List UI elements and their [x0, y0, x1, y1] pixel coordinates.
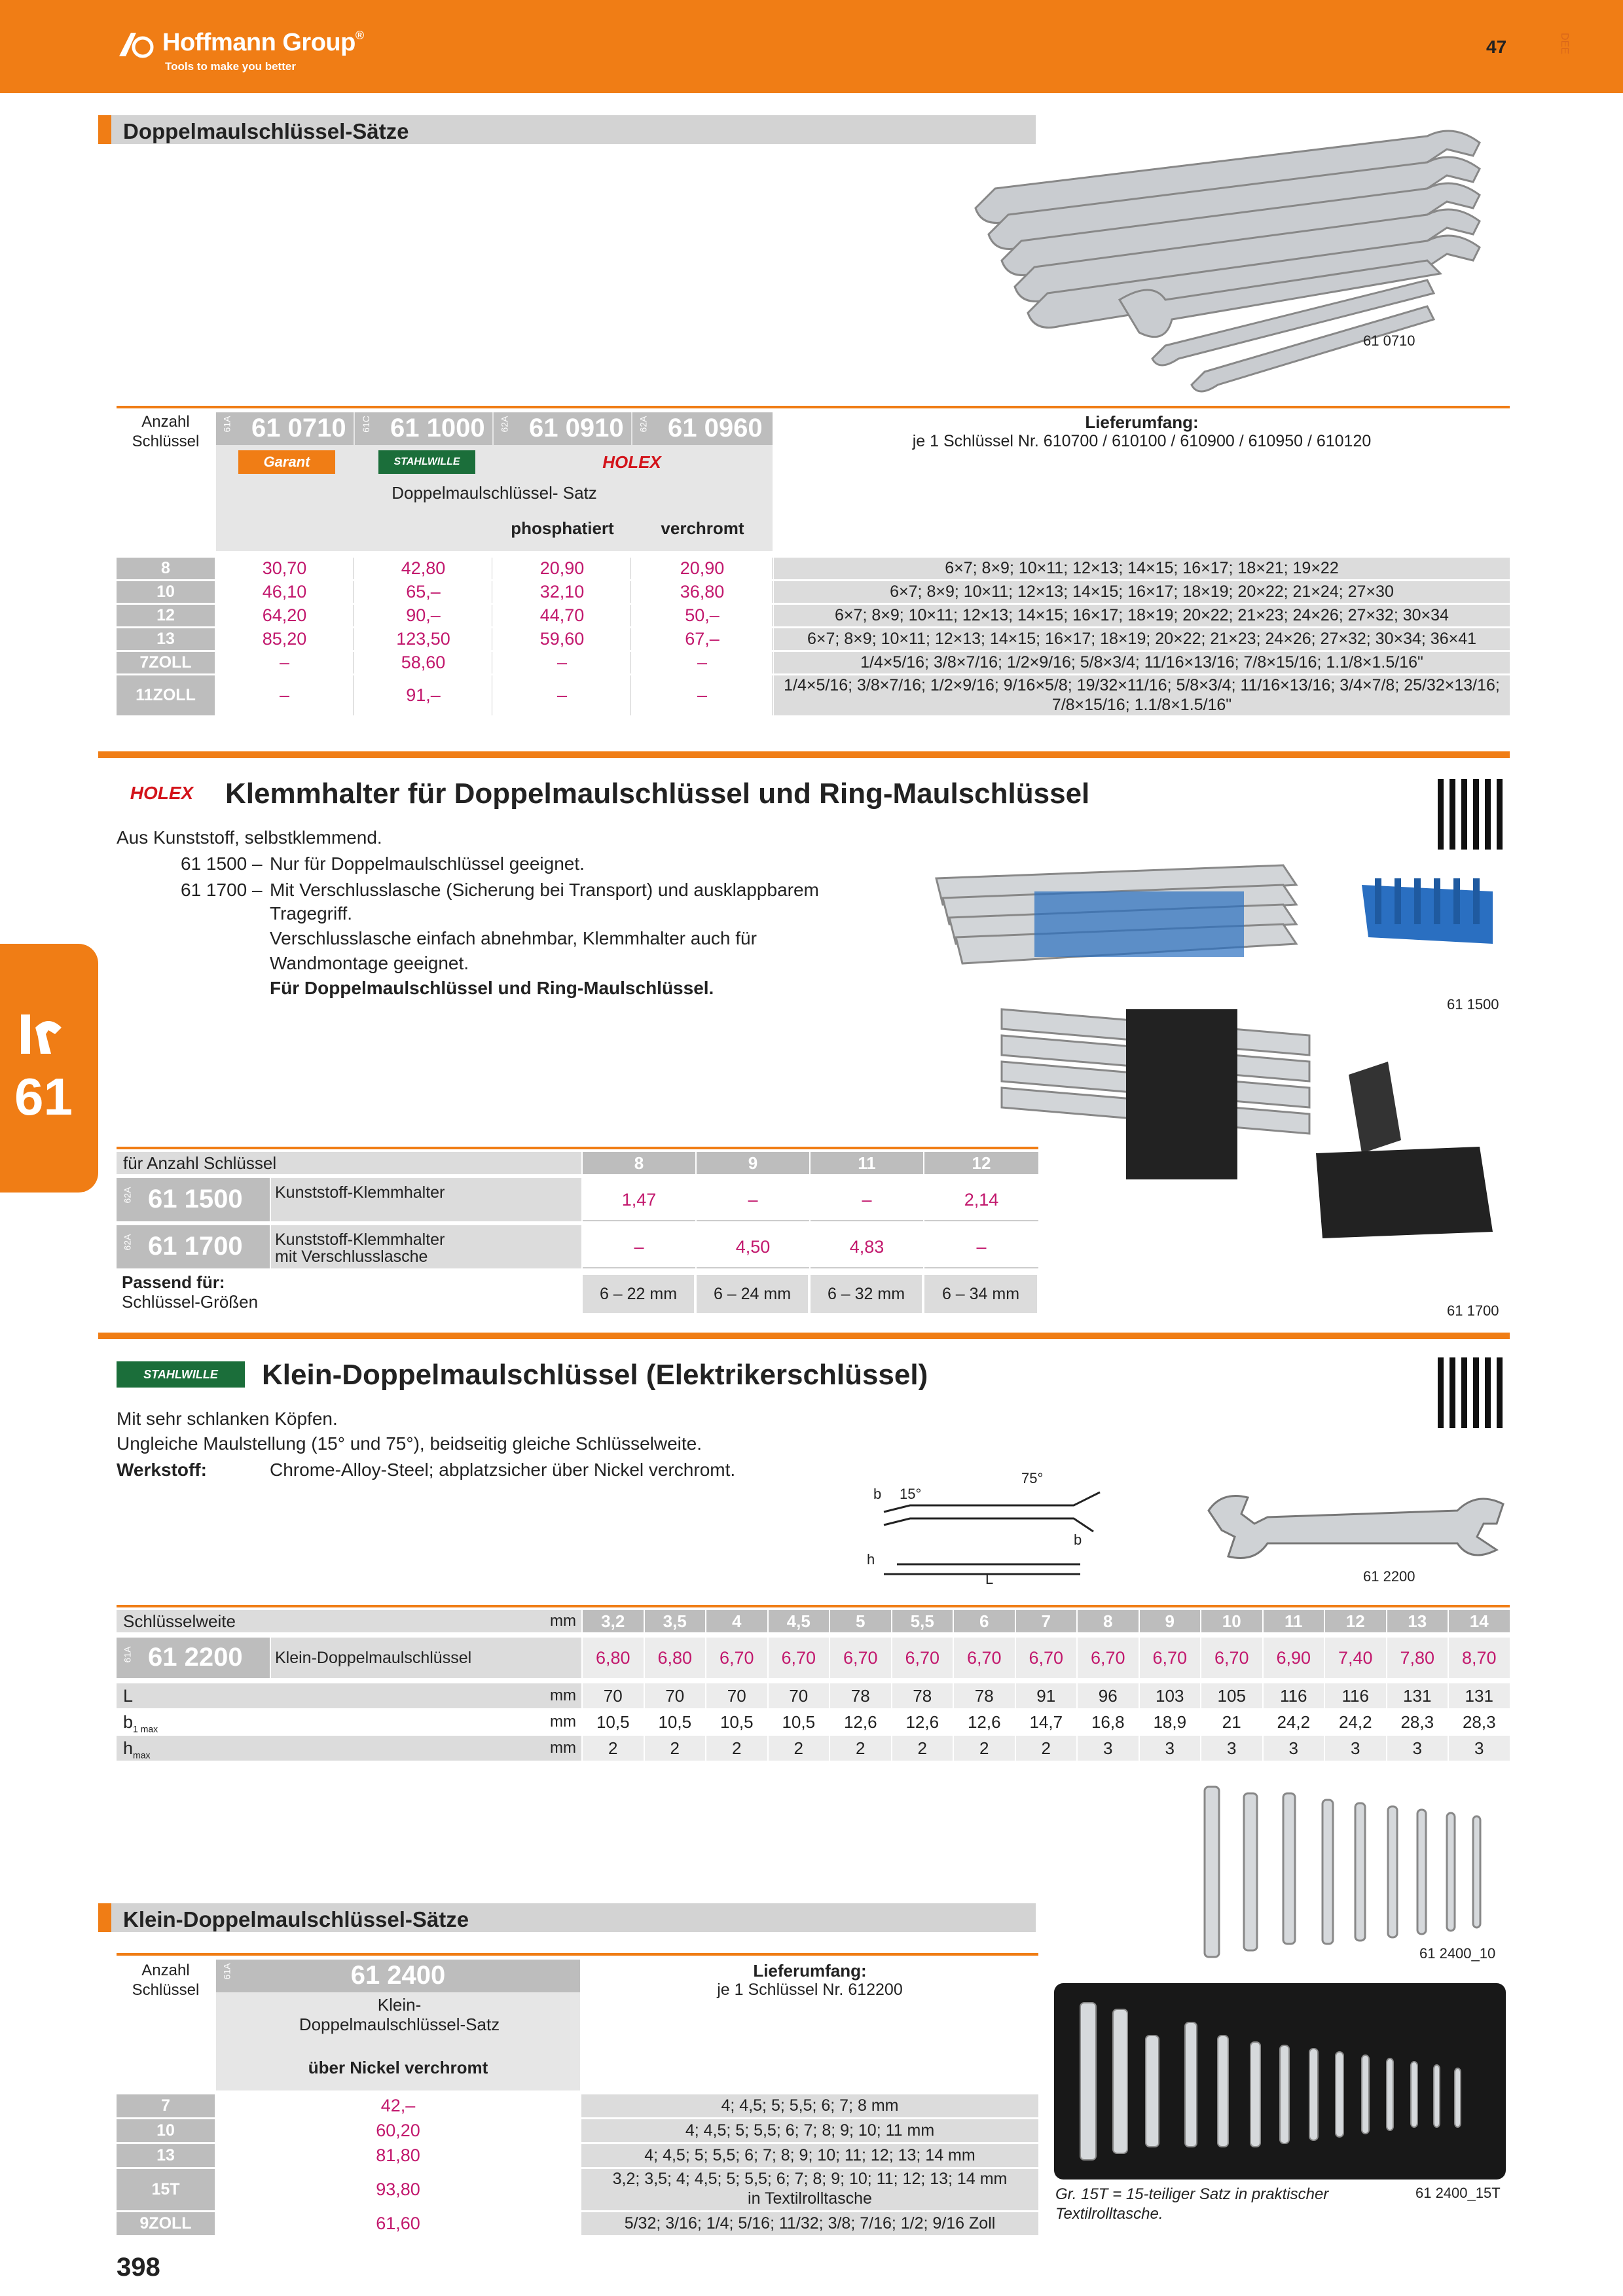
holex-brand-logo: HOLEX: [130, 783, 194, 803]
price-cell: –: [583, 1225, 695, 1268]
section-description: Aus Kunststoff, selbstklemmend.: [117, 827, 382, 848]
delivery-title: Lieferumfang:: [753, 1961, 867, 1981]
price-cell: 7,80: [1387, 1638, 1448, 1678]
price-cell: 1,47: [583, 1178, 695, 1221]
row-qty: 11ZOLL: [117, 675, 215, 715]
dim-value: 70: [645, 1683, 706, 1708]
size-header: 10: [1201, 1610, 1262, 1632]
delivery-title: Lieferumfang:: [1085, 412, 1199, 432]
price-cell: 6,90: [1264, 1638, 1324, 1678]
size-header: 3,5: [645, 1610, 706, 1632]
fit-label: Passend für:: [122, 1272, 225, 1292]
stahlwille-logo: STAHLWILLE: [378, 450, 475, 474]
dim-value: 2: [892, 1736, 953, 1761]
sizes-cell: [581, 2212, 1038, 2235]
price-cell: –: [632, 675, 773, 715]
dim-value: 24,2: [1338, 1712, 1372, 1732]
wrench-category-icon: [16, 1008, 68, 1060]
row-qty: 7ZOLL: [117, 652, 215, 673]
article-head: [117, 1638, 270, 1678]
dim-value: 2: [769, 1736, 830, 1761]
dim-unit: mm: [550, 1713, 576, 1731]
sizes-text: 5/32; 3/16; 1/4; 5/16; 11/32; 3/8; 7/16; 1/2; 9/16 Zoll: [624, 2214, 996, 2233]
article-head-610710: [216, 412, 354, 445]
fit-cell: 6 – 24 mm: [697, 1275, 808, 1313]
size-header: 3,2: [583, 1610, 644, 1632]
row-qty: 12: [117, 605, 215, 626]
article-code: 61A: [221, 1963, 232, 1980]
dim-value: 2: [954, 1736, 1015, 1761]
size-header: 5: [830, 1610, 891, 1632]
sizes-cell: [581, 2169, 1038, 2210]
dim-h-label: h: [867, 1551, 875, 1568]
dim-name: L: [123, 1686, 134, 1706]
dim-value: 24,2: [1277, 1712, 1311, 1732]
col-header: 12: [924, 1152, 1038, 1174]
dim-value: 3: [1140, 1736, 1201, 1761]
garant-logo: Garant: [238, 450, 335, 474]
size-header: 8: [1078, 1610, 1139, 1632]
dim-value: 3: [1387, 1736, 1448, 1761]
price-cell: 42,–: [380, 2096, 416, 2115]
size-header: 5,5: [892, 1610, 953, 1632]
col-header: 8: [583, 1152, 695, 1174]
size-header: 11: [1264, 1610, 1324, 1632]
price-cell: 6,70: [1078, 1638, 1139, 1678]
holex-logo: HOLEX: [602, 452, 661, 472]
wrench-photo: [1195, 1484, 1510, 1570]
brand-name: Hoffmann Group®: [162, 29, 364, 56]
photo-caption-b: 61 1700: [1447, 1302, 1499, 1319]
price-cell: 36,80: [632, 581, 773, 603]
section-separator: [98, 751, 1510, 758]
dim-value: 10,5: [720, 1712, 754, 1732]
price-cell: 65,–: [355, 581, 492, 603]
item1-code: 61 1500 –: [181, 853, 263, 874]
row-qty: 13: [117, 628, 215, 650]
article-number: 61 2200: [148, 1643, 243, 1672]
size-header: 12: [1325, 1610, 1386, 1632]
price-cell: 2,14: [924, 1178, 1038, 1221]
dim-label: [117, 1710, 581, 1734]
sub-header: Doppelmaulschlüssel- Satz: [392, 483, 597, 503]
article-code: 62A: [122, 1234, 133, 1251]
table3-top-rule: [117, 1605, 1510, 1607]
price-cell: 6,70: [830, 1638, 891, 1678]
dim-value: 70: [583, 1683, 644, 1708]
dim-value: 10,5: [596, 1712, 630, 1732]
photo-caption-b: 61 2400_15T: [1415, 2185, 1501, 2201]
dim-label: [117, 1736, 581, 1761]
page-number-top: 47: [1486, 37, 1507, 57]
dim-unit: mm: [550, 1739, 576, 1757]
dim-value: 103: [1140, 1683, 1201, 1708]
section-title: Doppelmaulschlüssel-Sätze: [123, 119, 409, 143]
qr-code-icon: [1438, 1357, 1508, 1428]
sizes-cell: 6×7; 8×9; 10×11; 12×13; 14×15; 16×17; 18×21; 19×22: [774, 558, 1510, 579]
item2-text-b: Tragegriff.: [270, 903, 353, 924]
article-number: 61 1000: [390, 414, 485, 442]
delivery-text: je 1 Schlüssel Nr. 610700 / 610100 / 610900 / 610950 / 610120: [912, 432, 1372, 450]
sizes-cell: 1/4×5/16; 3/8×7/16; 1/2×9/16; 9/16×5/8; 19/32×11/16; 5/8×3/4; 11/16×13/16; 3/4×7/8; 25/32×13/16; 7/8×15/16; 1.1/8×1.5/16": [774, 675, 1510, 715]
price-cell: 8,70: [1449, 1638, 1510, 1678]
price-cell: 61,60: [376, 2214, 420, 2233]
dim-name: b: [123, 1712, 134, 1732]
price-cell: 30,70: [216, 558, 354, 579]
line2: Ungleiche Maulstellung (15° und 75°), beidseitig gleiche Schlüsselweite.: [117, 1433, 702, 1454]
sizes-cell: 6×7; 8×9; 10×11; 12×13; 14×15; 16×17; 18×19; 20×22; 21×23; 24×26; 27×32; 30×34; 36×41: [774, 628, 1510, 650]
row-desc: Kunststoff-Klemmhalter: [271, 1178, 581, 1221]
small-wrench-set-photo: [1192, 1767, 1519, 1964]
price-cell: 7,40: [1325, 1638, 1386, 1678]
dim-value: 78: [892, 1683, 953, 1708]
sizes-cell: [581, 2119, 1038, 2142]
dim-value: 105: [1201, 1683, 1262, 1708]
row-qty: 10: [117, 2119, 215, 2142]
dim-value: 116: [1264, 1683, 1324, 1708]
dim-value: 12,6: [967, 1712, 1001, 1732]
angle-75-label: 75°: [1021, 1470, 1044, 1486]
price-cell: 20,90: [494, 558, 631, 579]
fit-cell: 6 – 34 mm: [924, 1275, 1037, 1313]
article-code: 61C: [360, 416, 371, 433]
dim-value: 10,5: [658, 1712, 692, 1732]
stahlwille-brand-logo: STAHLWILLE: [117, 1361, 245, 1388]
angle-15-label: 15°: [900, 1486, 922, 1502]
size-header: 9: [1140, 1610, 1201, 1632]
hoffmann-logo-icon: [117, 27, 158, 59]
dim-value: 3: [1325, 1736, 1386, 1761]
article-number: 61 0910: [529, 414, 624, 442]
price-cell: –: [494, 675, 631, 715]
wrench-set-photo: [969, 110, 1506, 398]
photo-caption: 61 0710: [1363, 332, 1415, 349]
language-code: DEE: [1559, 33, 1570, 54]
price-cell: 64,20: [216, 605, 354, 626]
section-header-doppelmaul-saetze: [98, 115, 1036, 144]
article-desc: Klein-Doppelmaulschlüssel-Satz: [299, 1995, 500, 2034]
row-qty: 8: [117, 558, 215, 579]
dim-name: h: [123, 1738, 134, 1758]
price-cell: 123,50: [355, 628, 492, 650]
price-cell: –: [924, 1225, 1038, 1268]
sizes-cell: 6×7; 8×9; 10×11; 12×13; 14×15; 16×17; 18×19; 20×22; 21×24; 27×30: [774, 581, 1510, 603]
article-head-610910: [494, 412, 631, 445]
article-number: 61 1700: [148, 1232, 243, 1261]
size-header: 6: [954, 1610, 1015, 1632]
article-head-611000: [355, 412, 492, 445]
section-separator-2: [98, 1333, 1510, 1339]
price-cell: 20,90: [632, 558, 773, 579]
price-cell: –: [811, 1178, 923, 1221]
photo-caption-a: 61 1500: [1447, 996, 1499, 1013]
price-cell: 46,10: [216, 581, 354, 603]
article-code: 62A: [638, 416, 649, 433]
material: Chrome-Alloy-Steel; abplatzsicher über Nickel verchromt.: [270, 1460, 736, 1480]
price-cell: 85,20: [216, 628, 354, 650]
article-code: 61A: [122, 1646, 133, 1663]
col-header-anzahl: Anzahl Schlüssel: [132, 413, 200, 450]
article-code: 61A: [221, 416, 232, 433]
dim-value: 116: [1325, 1683, 1386, 1708]
item2-text: Mit Verschlusslasche (Sicherung bei Transport) und ausklappbarem: [270, 880, 819, 900]
article-number: 61 1500: [148, 1185, 243, 1213]
dim-value: 28,3: [1462, 1712, 1496, 1732]
dim-value: 3: [1264, 1736, 1324, 1761]
price-cell: 81,80: [376, 2145, 420, 2165]
dim-value: 2: [645, 1736, 706, 1761]
dim-value: 28,3: [1400, 1712, 1434, 1732]
dim-value: 10,5: [782, 1712, 816, 1732]
size-header: 4,5: [769, 1610, 830, 1632]
sizes-cell: 1/4×5/16; 3/8×7/16; 1/2×9/16; 5/8×3/4; 11/16×13/16; 7/8×15/16; 1.1/8×1.5/16": [774, 652, 1510, 673]
sizes-cell: [581, 2144, 1038, 2167]
dim-value: 96: [1078, 1683, 1139, 1708]
price-cell: 32,10: [494, 581, 631, 603]
article-number: 61 0960: [668, 414, 763, 442]
price-cell: 44,70: [494, 605, 631, 626]
row-desc: Kunststoff-Klemmhalter: [271, 1225, 581, 1268]
size-header: 13: [1387, 1610, 1448, 1632]
row-label: Schlüsselweite: [117, 1610, 581, 1632]
table2-top-rule: [117, 1147, 1038, 1149]
sizes-text: 3,2; 3,5; 4; 4,5; 5; 5,5; 6; 7; 8; 9; 10; 11; 12; 13; 14 mm: [612, 2170, 1008, 2188]
sizes-cell: [581, 2094, 1038, 2117]
page-number-bottom: 398: [117, 2253, 160, 2282]
article-head-612400: [216, 1960, 580, 1992]
price-cell: 91,–: [355, 675, 492, 715]
article-desc: Klein-Doppelmaulschlüssel: [271, 1638, 581, 1678]
size-header: 14: [1449, 1610, 1510, 1632]
price-cell: 4,50: [697, 1225, 809, 1268]
sizes-text: 4; 4,5; 5; 5,5; 6; 7; 8 mm: [721, 2096, 899, 2115]
price-cell: –: [216, 675, 354, 715]
sizes-text: 4; 4,5; 5; 5,5; 6; 7; 8; 9; 10; 11; 12; 13; 14 mm: [644, 2146, 976, 2164]
price-cell: 6,80: [583, 1638, 644, 1678]
price-cell: 6,70: [769, 1638, 830, 1678]
dim-value: 2: [706, 1736, 767, 1761]
chapter-number: 61: [14, 1067, 73, 1126]
price-cell: 6,80: [645, 1638, 706, 1678]
fit-label-2: Schlüssel-Größen: [122, 1292, 259, 1312]
table-top-rule: [117, 406, 1510, 408]
price-cell: 67,–: [632, 628, 773, 650]
section-title: Klein-Doppelmaulschlüssel (Elektrikerschlüssel): [262, 1359, 928, 1391]
photo-caption-a: 61 2400_10: [1419, 1945, 1496, 1962]
dim-unit: mm: [550, 1687, 576, 1704]
price-cell: 58,60: [355, 652, 492, 673]
dim-value: 3: [1078, 1736, 1139, 1761]
dim-value: 91: [1016, 1683, 1077, 1708]
table2-header: für Anzahl Schlüssel: [117, 1152, 581, 1174]
dim-value: 78: [954, 1683, 1015, 1708]
item2-text-c: Verschlusslasche einfach abnehmbar, Klemmhalter auch für: [270, 928, 757, 948]
dim-value: 70: [706, 1683, 767, 1708]
sizes-cell: 6×7; 8×9; 10×11; 12×13; 14×15; 16×17; 18×19; 20×22; 21×23; 24×26; 27×32; 30×34: [774, 605, 1510, 626]
size-header: 4: [706, 1610, 767, 1632]
dim-value: 3: [1449, 1736, 1510, 1761]
price-cell: 6,70: [892, 1638, 953, 1678]
price-cell: 42,80: [355, 558, 492, 579]
price-cell: –: [216, 652, 354, 673]
dim-value: 2: [583, 1736, 644, 1761]
dim-label: [117, 1683, 581, 1708]
price-cell: 90,–: [355, 605, 492, 626]
dim-b-label-2: b: [1074, 1532, 1082, 1548]
size-header: 7: [1016, 1610, 1077, 1632]
dim-sub: 1 max: [133, 1723, 158, 1734]
line1: Mit sehr schlanken Köpfen.: [117, 1408, 338, 1429]
item1-text: Nur für Doppelmaulschlüssel geeignet.: [270, 853, 585, 874]
price-cell: –: [697, 1178, 809, 1221]
price-cell: 6,70: [1016, 1638, 1077, 1678]
price-cell: 59,60: [494, 628, 631, 650]
textile-roll-photo: [1054, 1983, 1506, 2179]
sizes-text: 4; 4,5; 5; 5,5; 6; 7; 8; 9; 10; 11 mm: [685, 2121, 935, 2140]
dim-value: 131: [1449, 1683, 1510, 1708]
price-cell: 6,70: [1140, 1638, 1201, 1678]
row-qty: 15T: [117, 2169, 215, 2210]
dim-value: 14,7: [1029, 1712, 1063, 1732]
row-desc-2: mit Verschlusslasche: [275, 1247, 428, 1266]
dim-value: 70: [769, 1683, 830, 1708]
fit-cell: 6 – 32 mm: [811, 1275, 922, 1313]
row-qty: 7: [117, 2094, 215, 2117]
dim-value: 21: [1222, 1712, 1241, 1732]
price-cell: 6,70: [954, 1638, 1015, 1678]
section-header-klein-saetze: [98, 1903, 1036, 1932]
table4-top-rule: [117, 1953, 1038, 1956]
article-head: [117, 1178, 270, 1221]
item2-text-d: Wandmontage geeignet.: [270, 953, 469, 973]
photo-note: Gr. 15T = 15-teiliger Satz in praktischer Textilrolltasche.: [1055, 2185, 1329, 2223]
photo-caption: 61 2200: [1363, 1568, 1415, 1585]
price-cell: 6,70: [1201, 1638, 1262, 1678]
dim-value: 12,6: [905, 1712, 939, 1732]
finish-verchromt: verchromt: [661, 518, 744, 538]
dim-value: 16,8: [1091, 1712, 1125, 1732]
dim-value: 131: [1387, 1683, 1448, 1708]
price-cell: 6,70: [706, 1638, 767, 1678]
dim-L-label: L: [985, 1571, 994, 1584]
article-head-610960: [632, 412, 773, 445]
col-header-anzahl: Anzahl Schlüssel: [132, 1962, 200, 1999]
row-qty: 10: [117, 581, 215, 603]
dim-value: 2: [1016, 1736, 1077, 1761]
article-code: 62A: [122, 1187, 133, 1204]
dim-value: 12,6: [843, 1712, 877, 1732]
dim-value: 2: [830, 1736, 891, 1761]
brand-tagline: Tools to make you better: [165, 60, 296, 73]
col-header: 11: [811, 1152, 923, 1174]
dim-sub: max: [133, 1749, 151, 1761]
article-code: 62A: [499, 416, 510, 433]
dim-value: 18,9: [1153, 1712, 1187, 1732]
col-header: 9: [697, 1152, 809, 1174]
price-cell: –: [632, 652, 773, 673]
item2-bold: Für Doppelmaulschlüssel und Ring-Maulschlüssel.: [270, 978, 714, 998]
dimension-diagram: [858, 1460, 1106, 1584]
material-label: Werkstoff:: [117, 1460, 207, 1480]
finish: über Nickel verchromt: [308, 2058, 488, 2077]
price-cell: –: [494, 652, 631, 673]
row-qty: 13: [117, 2144, 215, 2167]
section-title: Klemmhalter für Doppelmaulschlüssel und Ring-Maulschlüssel: [225, 778, 1090, 810]
item2-code: 61 1700 –: [181, 880, 263, 900]
article-number: 61 0710: [251, 414, 346, 442]
finish-phosphatiert: phosphatiert: [511, 518, 614, 538]
dim-value: 3: [1201, 1736, 1262, 1761]
section-title: Klein-Doppelmaulschlüssel-Sätze: [123, 1907, 469, 1931]
article-number: 61 2400: [350, 1961, 446, 1990]
sizes-text-2: in Textilrolltasche: [748, 2189, 872, 2208]
unit: mm: [550, 1612, 576, 1630]
price-cell: 93,80: [376, 2179, 420, 2199]
price-cell: 4,83: [811, 1225, 923, 1268]
dim-b-label: b: [873, 1486, 882, 1502]
article-head: [117, 1225, 270, 1268]
delivery-text: je 1 Schlüssel Nr. 612200: [717, 1981, 903, 1999]
fit-cell: 6 – 22 mm: [583, 1275, 694, 1313]
price-cell: 50,–: [632, 605, 773, 626]
row-qty: 9ZOLL: [117, 2212, 215, 2235]
price-cell: 60,20: [376, 2121, 420, 2140]
dim-value: 78: [830, 1683, 891, 1708]
